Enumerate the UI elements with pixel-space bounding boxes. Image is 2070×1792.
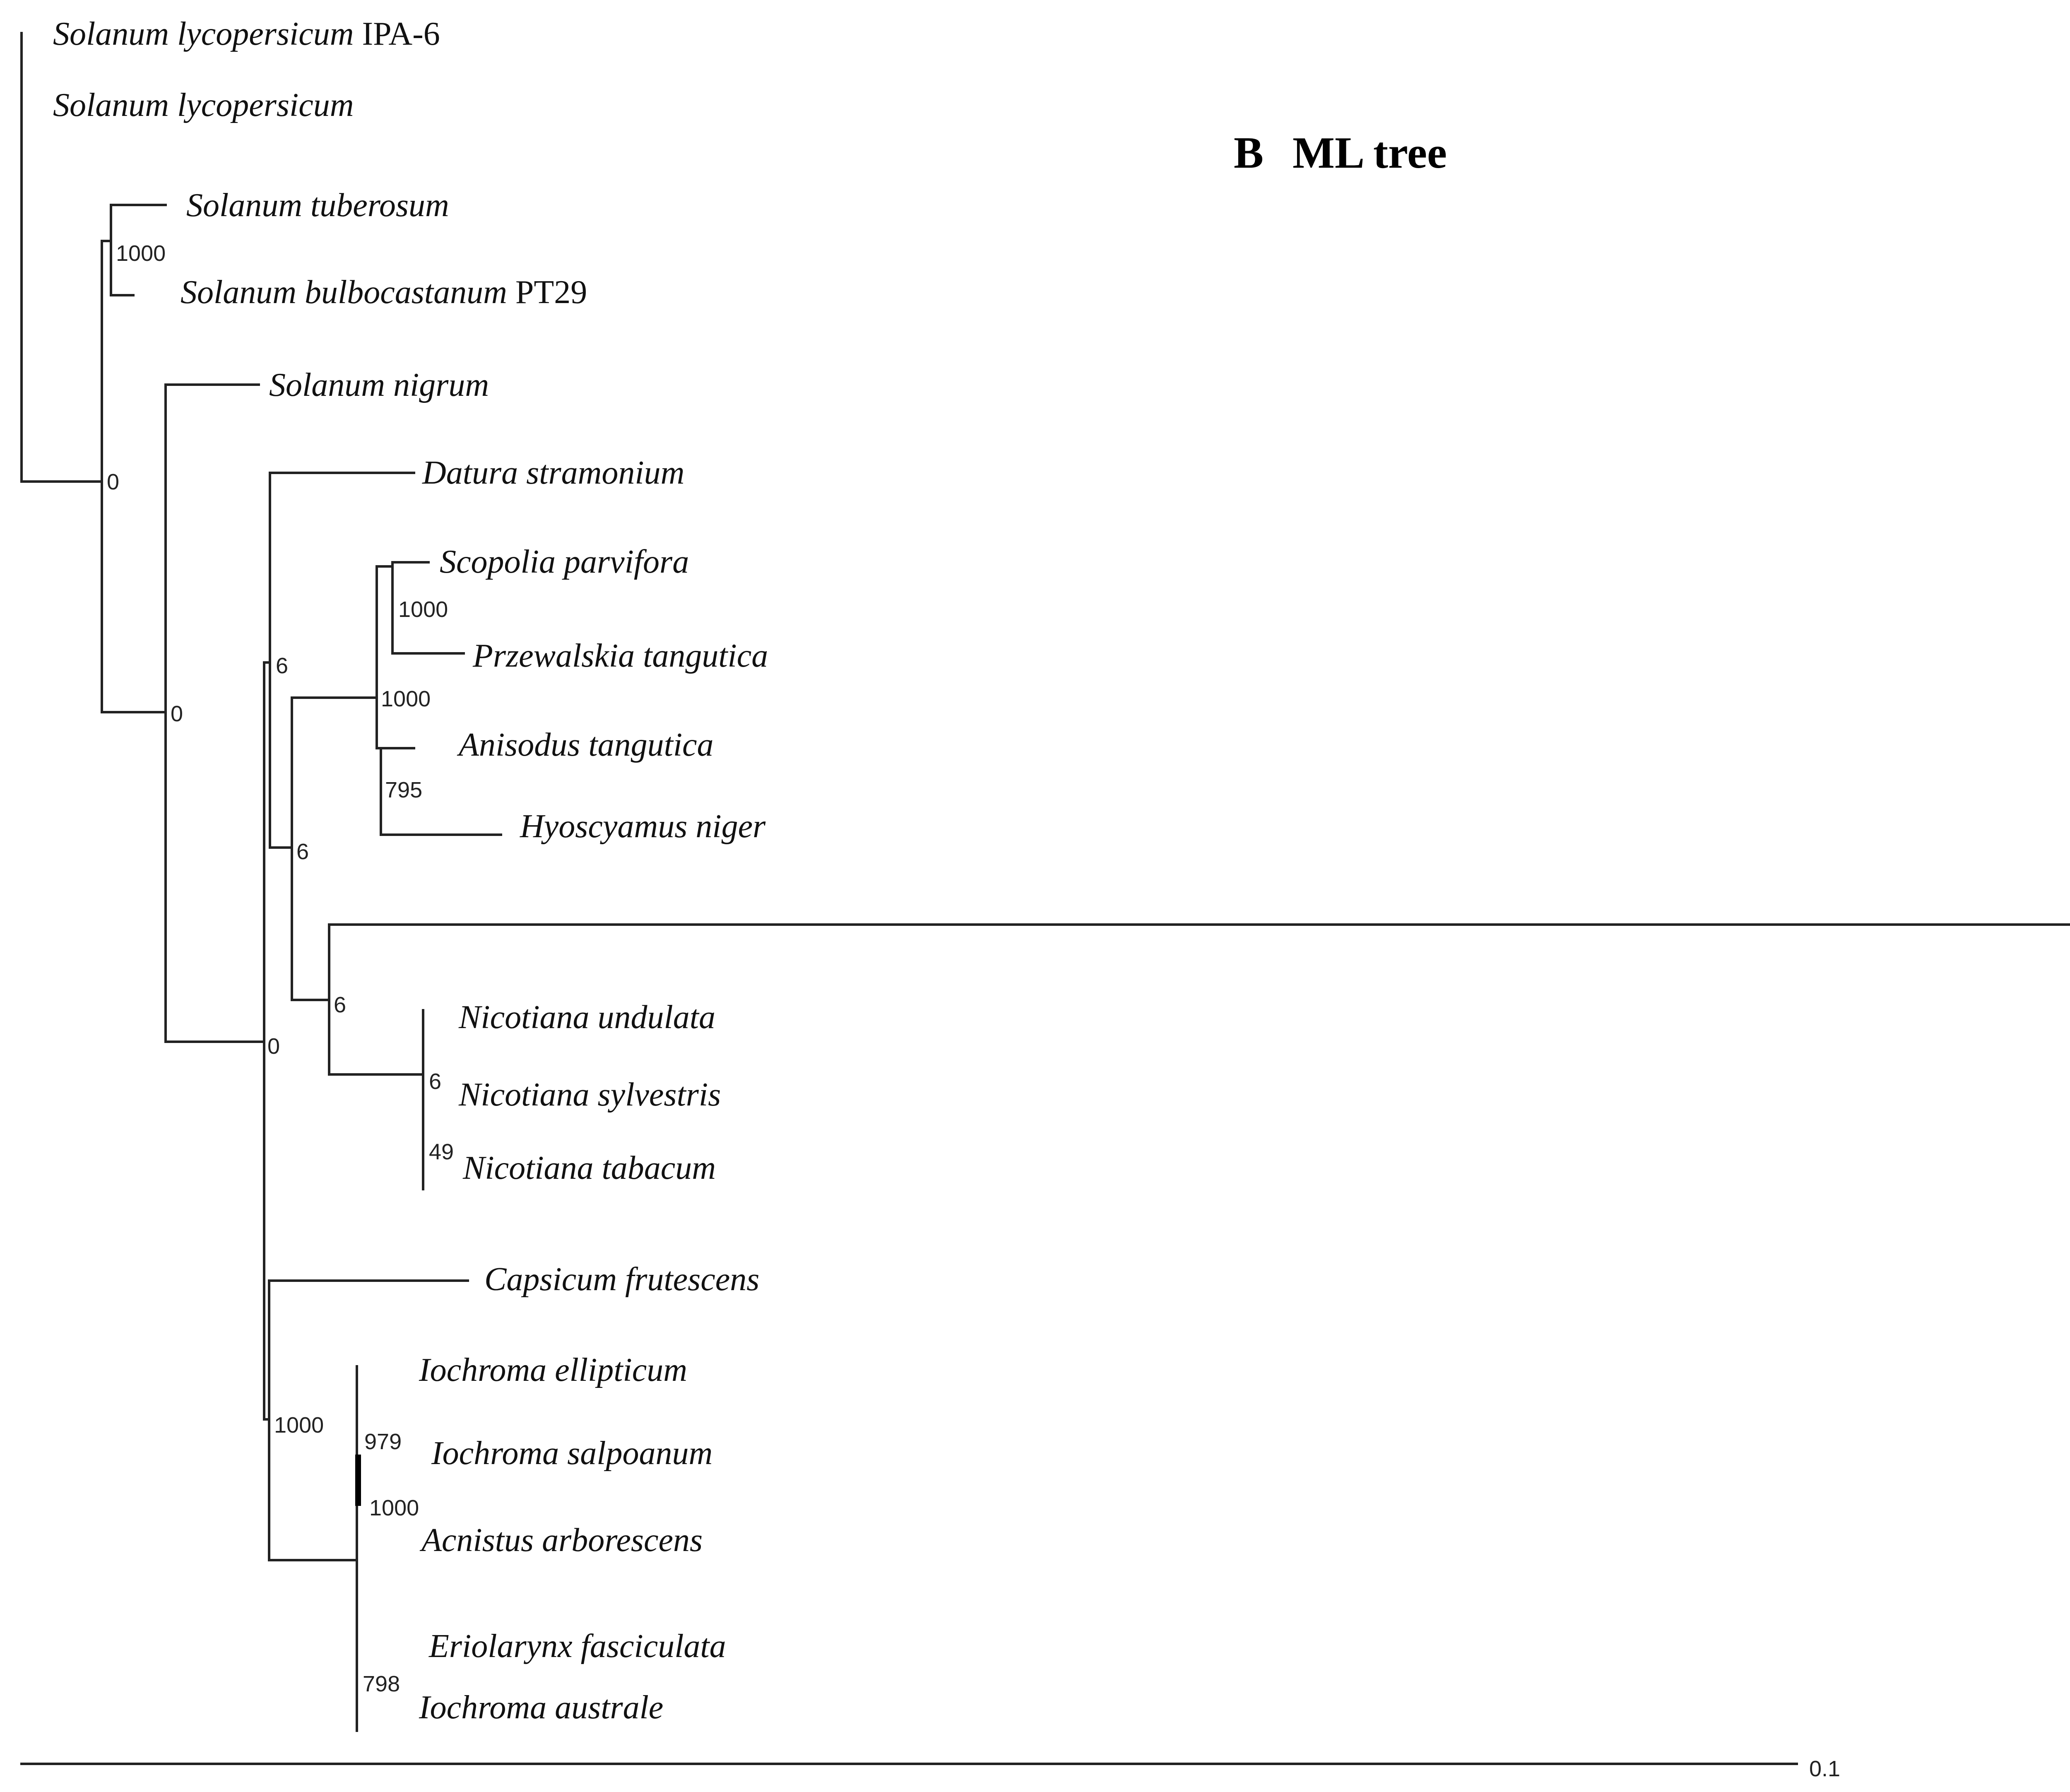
support-anisodus-hyoscyamus: 795: [385, 778, 423, 802]
support-scopolia-przewalskia: 1000: [398, 597, 448, 622]
taxon-solanum-lycopersicum: Solanum lycopersicum: [53, 87, 354, 123]
taxon-nicotiana-sylvestris: Nicotiana sylvestris: [459, 1077, 721, 1113]
scale-bar-label: 0.1: [1809, 1756, 1841, 1781]
support-values: [107, 241, 454, 1696]
support-main-split: 0: [267, 1034, 280, 1059]
taxon-przewalskia-tangutica: Przewalskia tangutica: [473, 638, 768, 674]
taxon-solanum-bulbocastanum-pt29: Solanum bulbocastanum PT29: [181, 274, 587, 311]
figure-title: [1234, 128, 1447, 178]
panel-label: B: [1234, 128, 1264, 178]
taxon-hyoscyamus-niger: Hyoscyamus niger: [520, 808, 766, 845]
taxon-solanum-tuberosum: Solanum tuberosum: [186, 187, 449, 224]
scale-bar: [22, 1756, 1840, 1781]
taxon-solanum-nigrum: Solanum nigrum: [269, 367, 489, 403]
taxon-nicotiana-undulata: Nicotiana undulata: [459, 999, 715, 1036]
support-tuberosum-bulbocastanum: 1000: [116, 241, 166, 266]
support-datura-node: 6: [276, 653, 289, 678]
tree-title: ML tree: [1293, 128, 1447, 178]
support-iochroma-798: 798: [363, 1672, 400, 1696]
taxon-iochroma-australe: Iochroma australe: [419, 1689, 664, 1726]
support-iochroma-1000: 1000: [369, 1496, 419, 1520]
support-hyoscyameae: 1000: [381, 686, 431, 711]
taxon-nicotiana-tabacum: Nicotiana tabacum: [463, 1150, 716, 1186]
taxon-capsicum-frutescens: Capsicum frutescens: [484, 1261, 760, 1298]
taxon-scopolia-parvifora: Scopolia parvifora: [440, 544, 689, 580]
taxon-solanum-lycopersicum-ipa6: Solanum lycopersicum IPA-6: [53, 16, 440, 52]
taxon-acnistus-arborescens: Acnistus arborescens: [421, 1522, 703, 1558]
taxon-iochroma-ellipticum: Iochroma ellipticum: [419, 1352, 688, 1388]
taxon-datura-stramonium: Datura stramonium: [422, 455, 685, 491]
support-potato-group: 0: [107, 470, 120, 494]
support-scrophularia-node: 6: [334, 992, 347, 1017]
support-iochroma-979: 979: [364, 1429, 402, 1454]
support-nicotiana-tabacum: 49: [429, 1139, 454, 1164]
taxon-iochroma-salpoanum: Iochroma salpoanum: [431, 1435, 713, 1472]
taxon-eriolarynx-fasciculata: Eriolarynx fasciculata: [429, 1628, 726, 1664]
support-nigrum-node: 0: [171, 701, 183, 726]
support-capsicum-iochroma: 1000: [274, 1413, 324, 1438]
support-nicotiana-inner: 6: [429, 1069, 442, 1094]
support-hyoscyameae-split: 6: [296, 839, 309, 864]
taxon-anisodus-tangutica: Anisodus tangutica: [459, 727, 714, 763]
